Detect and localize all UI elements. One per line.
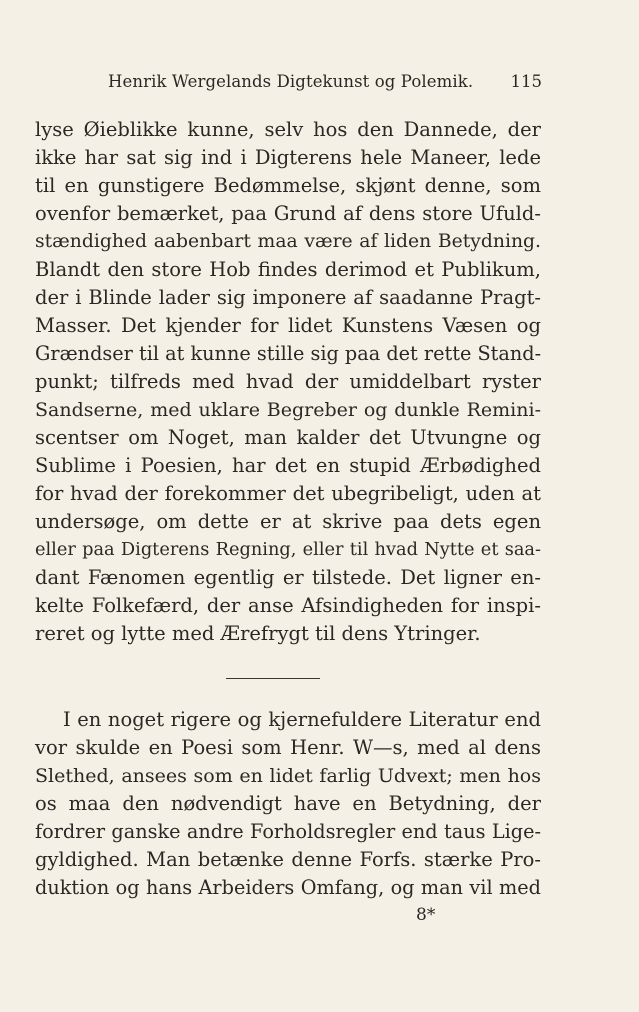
text-line: til en gunstigere Bedømmelse, skjønt denne, som	[35, 174, 541, 197]
text-line: scentser om Noget, man kalder det Utvungne og	[35, 426, 541, 449]
text-line: Blandt den store Hob findes derimod et Publikum,	[35, 258, 541, 281]
text-line: ovenfor bemærket, paa Grund af dens store Ufuld-	[35, 202, 541, 225]
text-line: fordrer ganske andre Forholdsregler end taus Lige-	[35, 820, 541, 843]
header-title: Henrik Wergelands Digtekunst og Polemik.	[108, 72, 474, 91]
text-line: duktion og hans Arbeiders Omfang, og man vil med	[35, 876, 541, 899]
text-line: dant Fænomen egentlig er tilstede. Det ligner en-	[35, 566, 541, 589]
text-line: Slethed, ansees som en lidet farlig Udvext; men hos	[35, 765, 541, 787]
text-line: lyse Øieblikke kunne, selv hos den Dannede, der	[35, 118, 541, 141]
text-line: Masser. Det kjender for lidet Kunstens Væsen og	[35, 314, 541, 337]
text-line: der i Blinde lader sig imponere af saadanne Pragt-	[35, 286, 541, 309]
text-line: Sandserne, med uklare Begreber og dunkle Remini-	[35, 399, 541, 421]
text-line: I en noget rigere og kjernefuldere Literatur end	[63, 708, 541, 731]
text-line: for hvad der forekommer det ubegribeligt, uden at	[35, 482, 541, 505]
text-line: stændighed aabenbart maa være af liden Betydning.	[35, 231, 541, 252]
text-line: kelte Folkefærd, der anse Afsindigheden for inspi-	[35, 594, 541, 617]
section-divider	[226, 678, 320, 679]
page-number: 115	[510, 72, 542, 91]
text-line: reret og lytte med Ærefrygt til dens Ytringer.	[35, 622, 481, 645]
text-line: Grændser til at kunne stille sig paa det rette Stand-	[35, 342, 542, 365]
text-line: Sublime i Poesien, har det en stupid Ærbødighed	[35, 454, 541, 477]
text-line: eller paa Digterens Regning, eller til hvad Nytte et saa-	[35, 540, 541, 560]
text-line: ikke har sat sig ind i Digterens hele Maneer, lede	[35, 146, 541, 169]
text-line: gyldighed. Man betænke denne Forfs. stærke Pro-	[35, 848, 541, 871]
text-line: os maa den nødvendigt have en Betydning, der	[35, 792, 541, 815]
text-line: punkt; tilfreds med hvad der umiddelbart ryster	[35, 370, 541, 393]
text-line: undersøge, om dette er at skrive paa dets egen	[35, 510, 541, 533]
text-line: vor skulde en Poesi som Henr. W—s, med al dens	[35, 736, 541, 759]
running-header	[108, 70, 542, 94]
printer-signature: 8*	[416, 905, 436, 925]
